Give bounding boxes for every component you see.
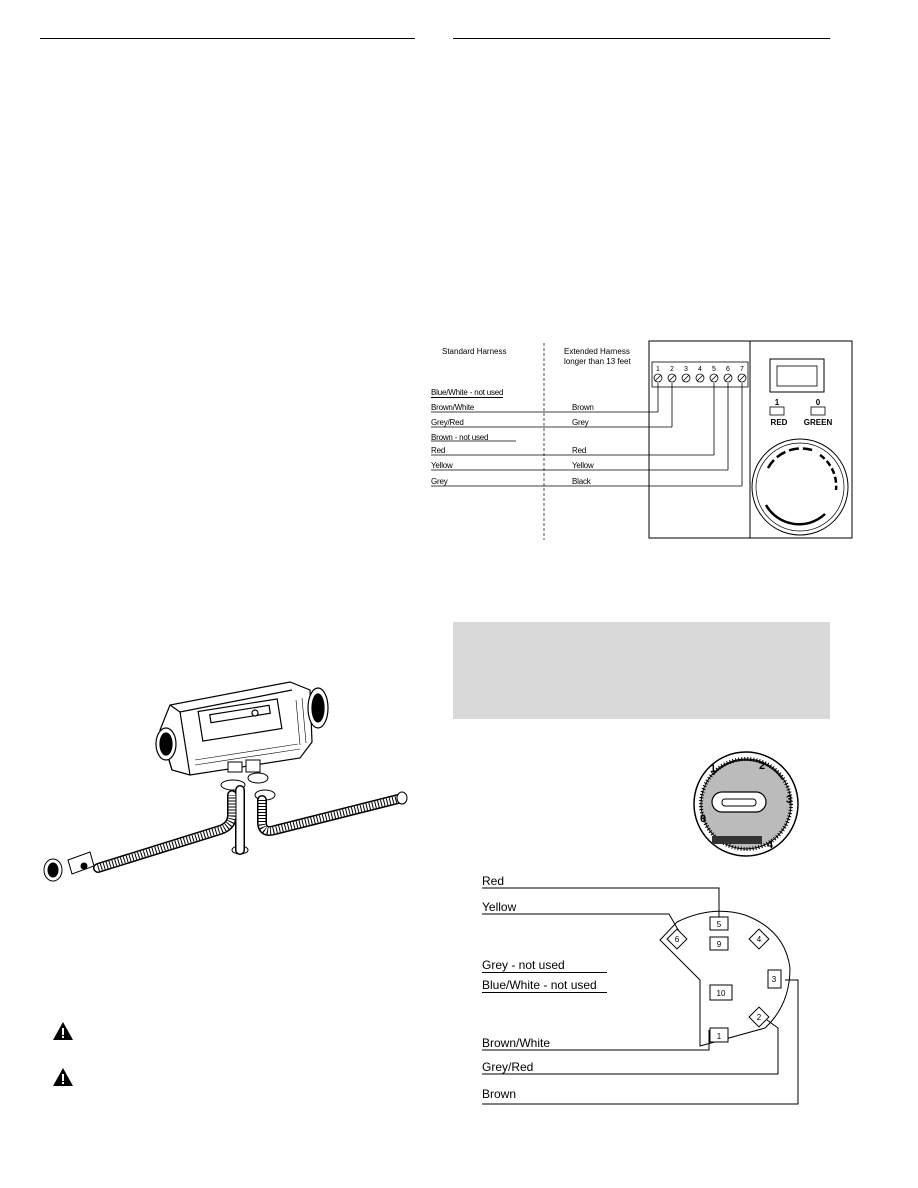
connector-wire-label: Yellow bbox=[482, 900, 517, 914]
terminal-number: 1 bbox=[656, 366, 660, 373]
connector-wire-label: Grey - not used bbox=[482, 959, 607, 973]
std-wire-label: Brown - not used bbox=[431, 433, 489, 442]
indicator-left-label: RED bbox=[770, 418, 788, 427]
ext-wire-label: Black bbox=[572, 477, 591, 486]
rotary-knob bbox=[752, 439, 848, 535]
connector-pin-number: 10 bbox=[716, 989, 726, 998]
red-indicator bbox=[770, 407, 784, 415]
temperature-control-dial bbox=[688, 750, 808, 860]
connector-wire-label: Blue/White - not used bbox=[482, 979, 607, 993]
dial-scale-number: 0 bbox=[699, 813, 707, 825]
std-wire-label: Grey bbox=[431, 477, 448, 486]
warning-triangle-icon bbox=[52, 1067, 74, 1087]
standard-harness-header: Standard Harness bbox=[442, 347, 507, 356]
connector-pin-number: 4 bbox=[756, 935, 762, 944]
connector-pin-number: 5 bbox=[716, 920, 722, 929]
indicator-left-number: 1 bbox=[774, 398, 780, 407]
note-box bbox=[453, 622, 830, 719]
green-indicator bbox=[811, 407, 825, 415]
connector-wire-label: Brown/White bbox=[482, 1036, 551, 1050]
warning-triangle-icon bbox=[52, 1021, 74, 1041]
ext-wire-label: Red bbox=[572, 446, 587, 455]
connector-pin-number: 2 bbox=[756, 1013, 762, 1022]
connector-pin-number: 9 bbox=[716, 940, 722, 949]
connector-pin-number: 6 bbox=[674, 935, 680, 944]
extended-harness-header: Extended Harness bbox=[564, 347, 630, 356]
ext-wire-label: Grey bbox=[572, 418, 589, 427]
std-wire-label: Red bbox=[431, 446, 446, 455]
std-wire-label: Grey/Red bbox=[431, 418, 464, 427]
connector-wire-label: Grey/Red bbox=[482, 1060, 534, 1074]
dial-scale-number: 2 bbox=[758, 760, 766, 772]
indicator-right-label: GREEN bbox=[803, 418, 833, 427]
connector-pin-number: 1 bbox=[716, 1032, 722, 1041]
terminal-number: 6 bbox=[726, 366, 730, 373]
connector-wire-label: Brown bbox=[482, 1087, 517, 1101]
dial-scale-number: 4 bbox=[766, 839, 774, 851]
terminal-number: 3 bbox=[684, 366, 688, 373]
terminal-number: 2 bbox=[670, 366, 674, 373]
heater-installation-illustration bbox=[40, 680, 415, 885]
right-header-rule bbox=[453, 38, 830, 39]
terminal-number: 5 bbox=[712, 366, 716, 373]
dial-scale-number: 1 bbox=[709, 763, 717, 775]
display-window bbox=[770, 359, 824, 392]
indicator-right-number: 0 bbox=[815, 398, 821, 407]
dial-scale-number: 3 bbox=[785, 794, 793, 806]
std-wire-label: Yellow bbox=[431, 461, 453, 470]
left-header-rule bbox=[40, 38, 415, 39]
connector-pin-number: 3 bbox=[771, 975, 777, 984]
connector-wire-label: Red bbox=[482, 874, 505, 888]
extended-harness-subheader: longer than 13 feet bbox=[564, 357, 631, 366]
harness-diagram-drawing bbox=[420, 335, 860, 545]
ext-wire-label: Brown bbox=[572, 403, 594, 412]
std-wire-label: Blue/White - not used bbox=[431, 388, 504, 397]
terminal-number: 4 bbox=[698, 366, 702, 373]
ext-wire-label: Yellow bbox=[572, 461, 594, 470]
connector-diagram-drawing bbox=[475, 870, 815, 1115]
terminal-number: 7 bbox=[740, 366, 744, 373]
std-wire-label: Brown/White bbox=[431, 403, 475, 412]
